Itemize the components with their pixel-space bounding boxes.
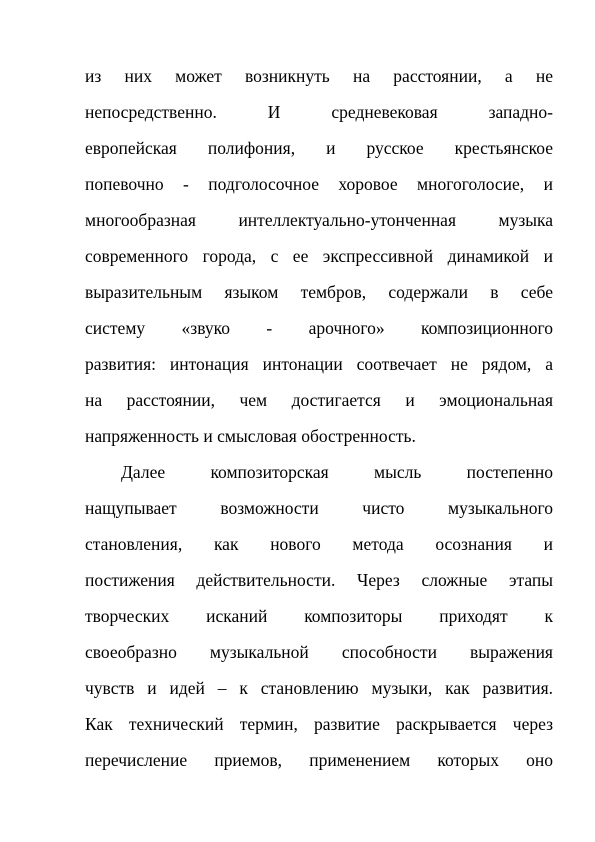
text-line: чувств и идей – к становлению музыки, как развития. bbox=[85, 678, 553, 698]
text-line: попевочно - подголосочное хоровое многоголосие, и bbox=[85, 174, 553, 194]
text-line: перечисление приемов, применением которых оно bbox=[85, 750, 553, 770]
text-line: Как технический термин, развитие раскрывается через bbox=[85, 714, 553, 734]
text-line: своеобразно музыкальной способности выражения bbox=[85, 642, 553, 662]
text-line: из них может возникнуть на расстоянии, а не bbox=[85, 66, 553, 86]
text-line: постижения действительности. Через сложные этапы bbox=[85, 570, 553, 590]
text-line: нащупывает возможности чисто музыкального bbox=[85, 498, 553, 518]
text-line: на расстоянии, чем достигается и эмоциональная bbox=[85, 390, 553, 410]
paragraph-last-line: напряженность и смысловая обостренность. bbox=[85, 426, 416, 446]
text-line: непосредственно. И средневековая западно- bbox=[85, 102, 553, 122]
text-line: европейская полифония, и русское крестьянское bbox=[85, 138, 553, 158]
body-text bbox=[85, 58, 553, 778]
paragraph-first-line: Далее композиторская мысль постепенно bbox=[121, 462, 553, 482]
text-line: становления, как нового метода осознания и bbox=[85, 534, 553, 554]
text-line: многообразная интеллектуально-утонченная музыка bbox=[85, 210, 553, 230]
text-line: современного города, с ее экспрессивной динамикой и bbox=[85, 246, 553, 266]
text-line: развития: интонация интонации соотвечает не рядом, а bbox=[85, 354, 553, 374]
text-line: выразительным языком тембров, содержали в себе bbox=[85, 282, 553, 302]
text-line: творческих исканий композиторы приходят к bbox=[85, 606, 553, 626]
text-line: систему «звуко - арочного» композиционного bbox=[85, 318, 553, 338]
